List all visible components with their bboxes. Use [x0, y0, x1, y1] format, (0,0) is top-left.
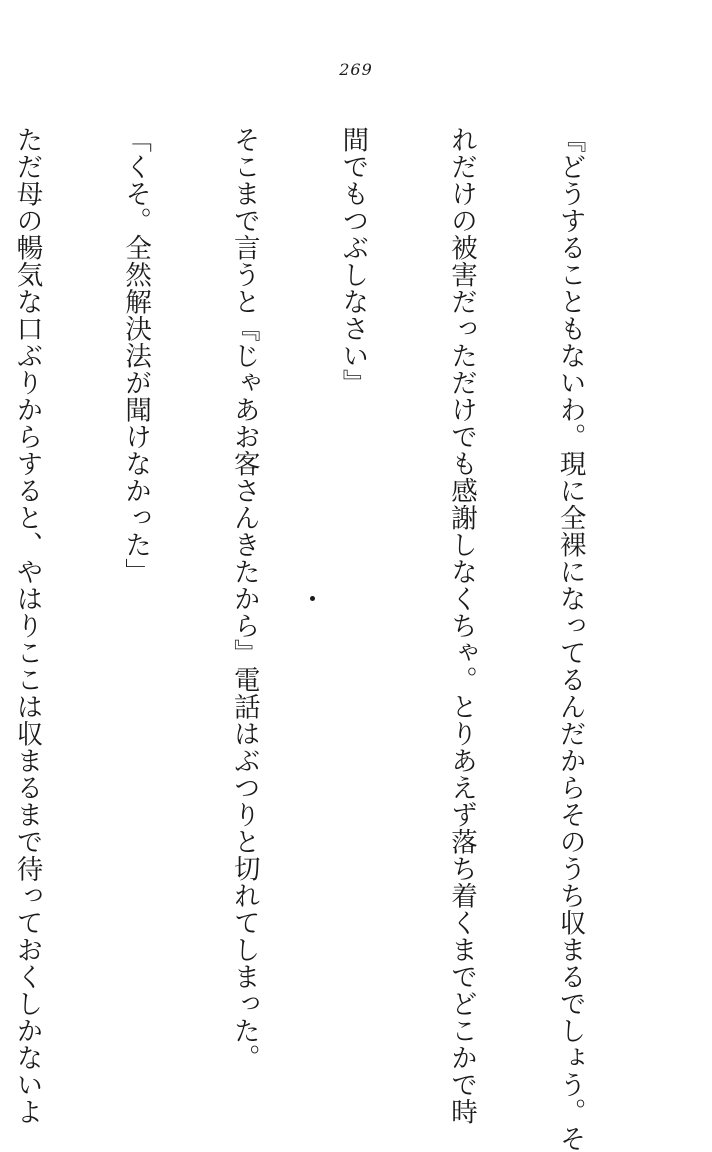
text-line: そこまで言うと『じゃあお客さんきたから』電話はぶつりと切れてしまった。 [228, 126, 260, 1071]
text-line: れだけの被害だっただけでも感謝しなくちゃ。とりあえず落ち着くまでどこかで時 [445, 126, 477, 1125]
text-line: 『どうすることもないわ。現に全裸になってるんだからそのうち収まるでしょう。そ [554, 126, 586, 1152]
text-line: ただ母の暢気な口ぶりからすると、やはりここは収まるまで待っておくしかないよ [11, 126, 43, 1125]
ink-speck [310, 596, 315, 601]
vertical-text-body [0, 126, 660, 1152]
page-number: 269 [339, 60, 373, 79]
text-line: 間でもつぶしなさい』 [337, 126, 369, 396]
text-line: 「くそ。全然解決法が聞けなかった」 [120, 126, 152, 585]
